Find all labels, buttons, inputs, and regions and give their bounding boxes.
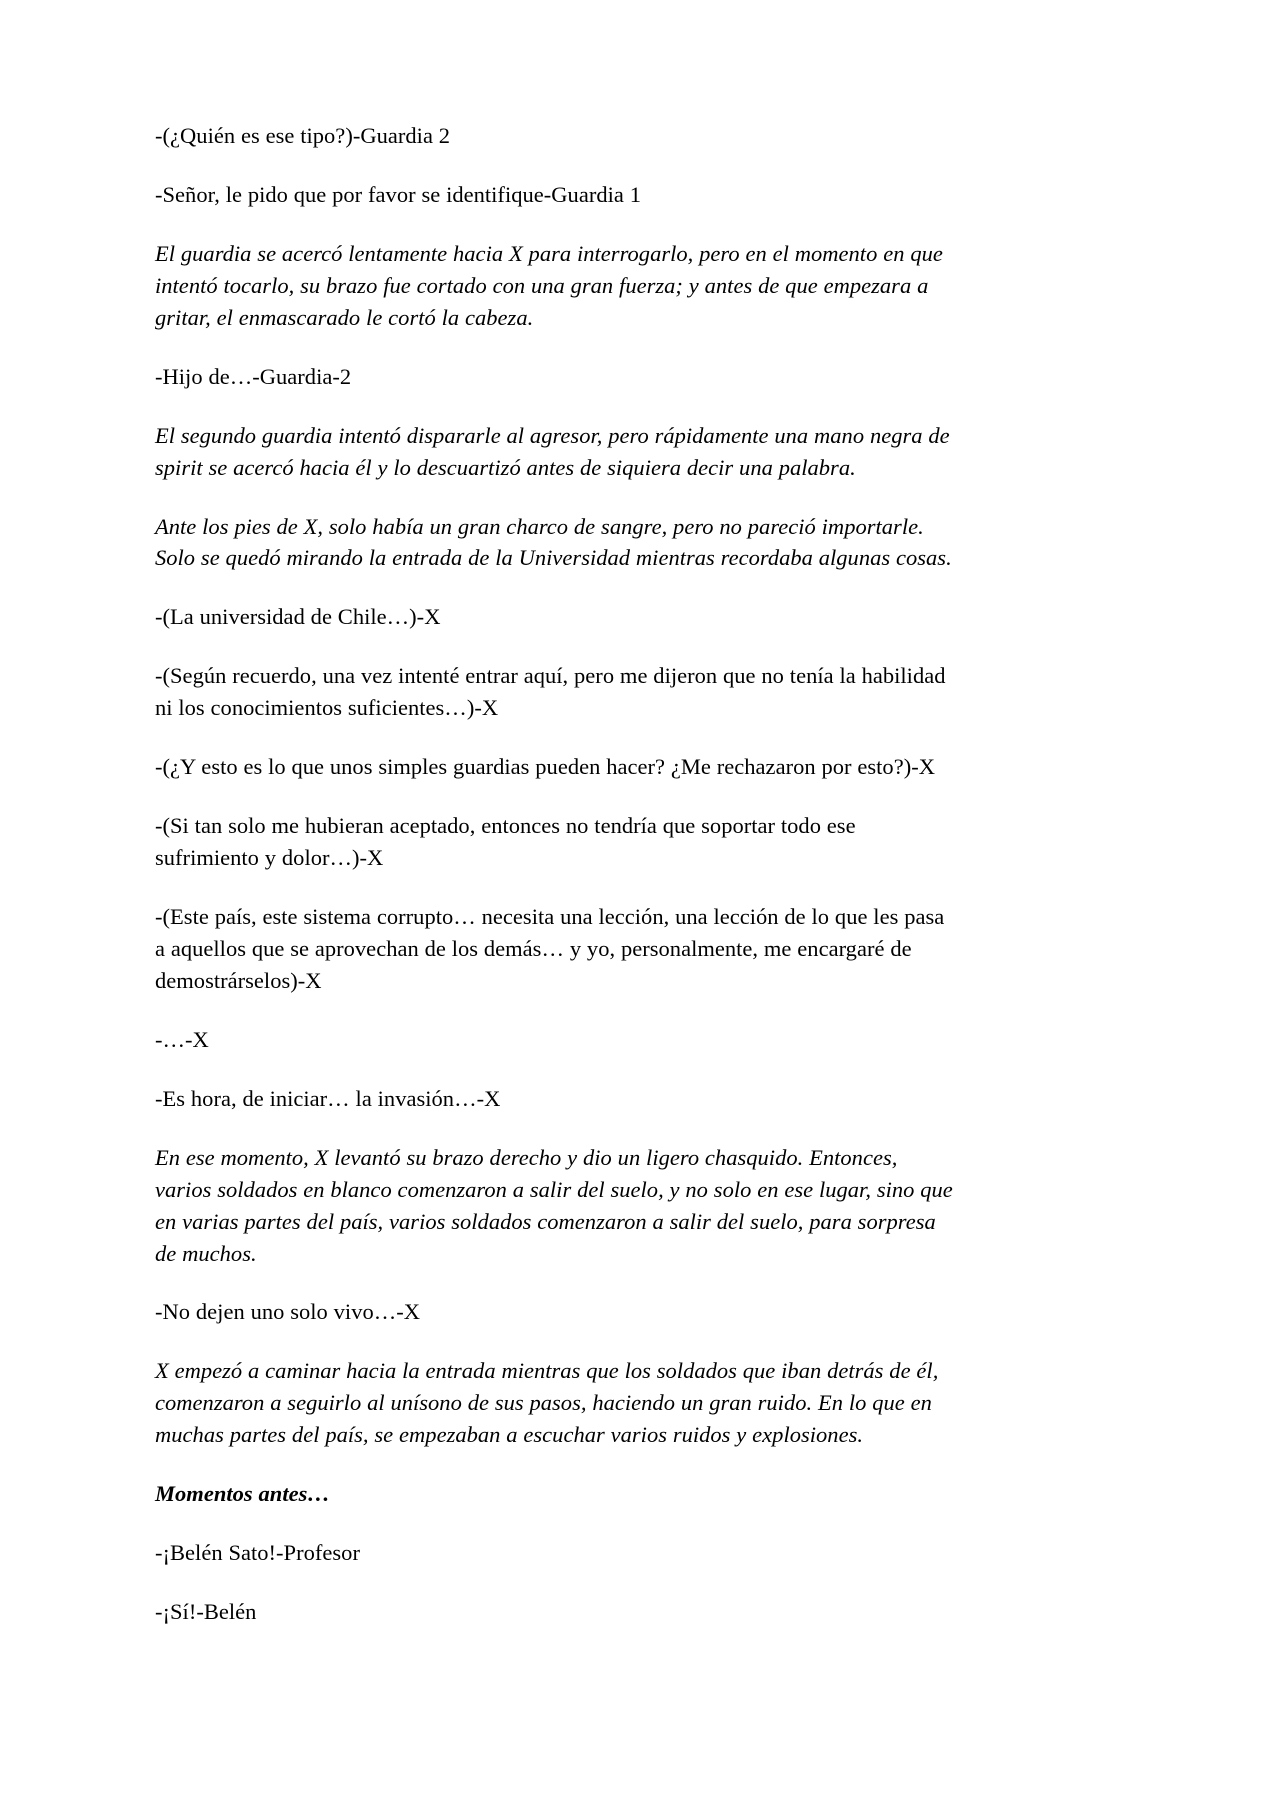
paragraph-dialogue: -(Este país, este sistema corrupto… necesita una lección, una lección de lo que les pasa a aquellos que se aprovechan de los demás… y yo, personalmente, me encargaré de demostrárselos)-X <box>155 904 945 993</box>
paragraph-dialogue: -…-X <box>155 1026 209 1052</box>
paragraph-narration: X empezó a caminar hacia la entrada mientras que los soldados que iban detrás de él, comenzaron a seguirlo al unísono de sus pasos, haciendo un gran ruido. En lo que en muchas partes del país, se empezaban a escuchar varios ruidos y explosiones. <box>155 1358 939 1448</box>
paragraph-dialogue: -¡Sí!-Belén <box>155 1599 257 1625</box>
paragraph-dialogue: -(La universidad de Chile…)-X <box>155 604 441 630</box>
paragraph-narration: El segundo guardia intentó dispararle al agresor, pero rápidamente una mano negra de spirit se acercó hacia él y lo descuartizó antes de siquiera decir una palabra. <box>155 422 950 480</box>
scene-marker: Momentos antes… <box>155 1481 330 1507</box>
paragraph-dialogue: -No dejen uno solo vivo…-X <box>155 1299 421 1325</box>
paragraph-narration: Ante los pies de X, solo había un gran charco de sangre, pero no pareció importarle. Solo se quedó mirando la entrada de la Universidad mientras recordaba algunas cosas. <box>155 513 952 571</box>
paragraph-dialogue: -Señor, le pido que por favor se identifique-Guardia 1 <box>155 181 642 207</box>
paragraph-dialogue: -(¿Y esto es lo que unos simples guardias pueden hacer? ¿Me rechazaron por esto?)-X <box>155 754 935 780</box>
paragraph-narration: El guardia se acercó lentamente hacia X para interrogarlo, pero en el momento en que intentó tocarlo, su brazo fue cortado con una gran fuerza; y antes de que empezara a gritar, el enmascarado le cortó la cabeza. <box>155 240 943 330</box>
paragraph-dialogue: -Hijo de…-Guardia-2 <box>155 363 352 389</box>
document-body <box>155 120 955 1628</box>
paragraph-dialogue: -(Si tan solo me hubieran aceptado, entonces no tendría que soportar todo ese sufrimiento y dolor…)-X <box>155 813 856 871</box>
paragraph-dialogue: -(¿Quién es ese tipo?)-Guardia 2 <box>155 123 451 148</box>
paragraph-dialogue: -(Según recuerdo, una vez intenté entrar aquí, pero me dijeron que no tenía la habilidad ni los conocimientos suficientes…)-X <box>155 663 946 721</box>
paragraph-dialogue: -¡Belén Sato!-Profesor <box>155 1540 360 1566</box>
paragraph-narration: En ese momento, X levantó su brazo derecho y dio un ligero chasquido. Entonces, varios soldados en blanco comenzaron a salir del suelo, y no solo en ese lugar, sino que en varias partes del país, varios soldados comenzaron a salir del suelo, para sorpresa de muchos. <box>155 1144 953 1266</box>
paragraph-dialogue: -Es hora, de iniciar… la invasión…-X <box>155 1085 501 1111</box>
